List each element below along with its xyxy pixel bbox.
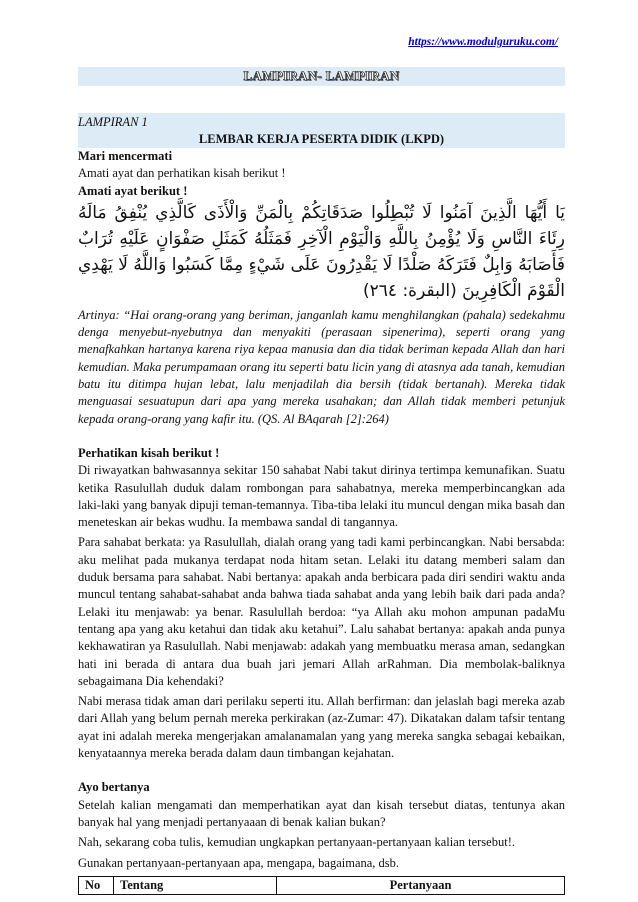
lampiran-section-bar bbox=[78, 113, 565, 148]
table-header-pertanyaan: Pertanyaan bbox=[277, 876, 565, 894]
mencermati-text: Amati ayat dan perhatikan kisah berikut ! bbox=[78, 166, 286, 181]
bertanya-paragraph: Setelah kalian mengamati dan memperhatikan ayat dan kisah tersebut diatas, tentunya akan banyak hal yang menjadi pertanyaaan di benak kalian bukan? bbox=[78, 797, 565, 829]
kisah-paragraph: Nabi merasa tidak aman dari perilaku seperti itu. Allah berfirman: dan jelaslah bagi mereka azab dari Allah yang belum pernah mereka perkirakan (az-Zumar: 47). Dikatakan dalam tafsir tentang ayat ini adalah mereka mengerjakan amalanamalan yang yang mereka sangka sebagai kebaikan, kenyataannya mereka berada dalam daun timbangan kejahatan. bbox=[78, 694, 565, 761]
bertanya-paragraph: Nah, sekarang coba tulis, kemudian ungkapkan pertanyaan-pertanyaan kalian tersebut!. bbox=[78, 835, 515, 850]
table-header-no: No bbox=[79, 876, 114, 894]
kisah-heading: Perhatikan kisah berikut ! bbox=[78, 445, 220, 460]
kisah-paragraph: Di riwayatkan bahwasannya sekitar 150 sahabat Nabi takut dirinya tertimpa kemunafikan. Suatu ketika Rasulullah duduk dalam rombongan para sahabatnya, mereka memperbincangkan ada laki-laki yang banyak dipuji teman-temannya. Tiba-tiba lelaki itu muncul dengan mika basah dan meneteskan air bekas wudhu. Ia membawa sandal di tangannya. bbox=[78, 463, 565, 530]
header-url-link[interactable]: https://www.modulguruku.com/ bbox=[408, 36, 558, 48]
verse-translation: Artinya: “Hai orang-orang yang beriman, janganlah kamu menghilangkan (pahala) sedekahmu denga menyebut-nyebutnya dan menyakiti (perasaan sipenerima), seperti orang yang menafkahkan hartanya karena riya kepaa manusia dan dia tidak beriman kepada Allah dan hari kemudian. Maka perumpamaan orang itu seperti batu licin yang di atasnya ada tanah, kemudian batu itu ditimpa hujan lebat, lalu menjadilah dia bersih (tidak bertanah). Mereka tidak menguasai sesuatupun dari apa yang mereka usahakan; dan Allah tidak memberi petunjuk kepada orang-orang yang kafir itu. (QS. Al BAqarah [2]:264) bbox=[78, 307, 565, 426]
table-header-row bbox=[79, 876, 565, 894]
kisah-paragraph: Para sahabat berkata: ya Rasulullah, dialah orang yang tadi kami perbincangkan. Nabi bersabda: aku melihat pada mukanya terdapat noda hitam setan. Lelaki itu datang memberi salam dan duduk bersama para sahabat. Nabi bertanya: apakah anda berbicara pada diri sendiri waktu anda muncul tentang sahabat-sahabat anda bahwa tiada sahabat anda yang lebih baik dari pada anda? Lelaki itu menjawab: ya benar. Rasulullah berdoa: “ya Allah aku mohon ampunan padaMu tentang apa yang aku ketahui dan tidak aku ketahui”. Lalu sahabat bertanya: apakah anda punya kekhawatiran ya Rasulullah. Nabi menjawab: adakah yang membuatku merasa aman, sedangkan hati ini berada di antara dua buah jari jemari Allah arRahman. Dia membolak-baliknya sebagaimana Dia kehendaki? bbox=[78, 535, 565, 688]
lampiran-label: LAMPIRAN 1 bbox=[78, 115, 148, 129]
mencermati-heading: Mari mencermati bbox=[78, 149, 173, 163]
arabic-verse: يَا أَيُّهَا الَّذِينَ آمَنُوا لَا تُبْطِلُوا صَدَقَاتِكُمْ بِالْمَنِّ وَالْأَذَى كَالَّذِي يُنْفِقُ مَالَهُ رِئَاءَ النَّاسِ وَلَا يُؤْمِنُ بِاللَّهِ وَالْيَوْمِ الْآخِرِ فَمَثَلُهُ كَمَثَلِ صَفْوَانٍ عَلَيْهِ تُرَابٌ فَأَصَابَهُ وَابِلٌ فَتَرَكَهُ صَلْدًا لَا يَقْدِرُونَ عَلَى شَيْءٍ مِمَّا كَسَبُوا وَاللَّهُ لَا يَهْدِي الْقَوْمَ الْكَافِرِينَ (البقرة: ٢٦٤) bbox=[78, 202, 565, 301]
lampiran-heading-bar bbox=[78, 67, 565, 86]
document-title: LAMPIRAN- LAMPIRAN bbox=[243, 68, 400, 83]
bertanya-heading: Ayo bertanya bbox=[78, 780, 150, 795]
ayat-heading: Amati ayat berikut ! bbox=[78, 183, 188, 198]
document-body bbox=[78, 148, 565, 895]
table-header-tentang: Tentang bbox=[114, 876, 277, 894]
lkpd-title: LEMBAR KERJA PESERTA DIDIK (LKPD) bbox=[198, 132, 445, 146]
bertanya-paragraph: Gunakan pertanyaan-pertanyaan apa, mengapa, bagaimana, dsb. bbox=[78, 855, 400, 870]
questions-table bbox=[78, 876, 565, 895]
